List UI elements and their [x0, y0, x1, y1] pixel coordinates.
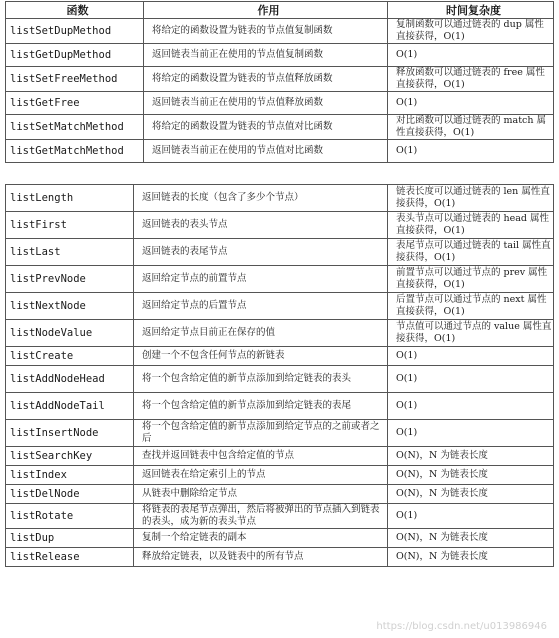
watermark: https://blog.csdn.net/u013986946: [376, 621, 547, 632]
function-cell: listIndex: [6, 466, 134, 485]
header-row: [6, 2, 554, 19]
complexity-cell: O(N)，N 为链表长度: [388, 485, 554, 504]
complexity-cell: O(1): [388, 140, 554, 163]
table-row: [6, 393, 554, 420]
purpose-cell: 返回给定节点的前置节点: [134, 266, 388, 293]
table-row: [6, 366, 554, 393]
function-cell: listGetFree: [6, 92, 144, 115]
function-cell: listNextNode: [6, 293, 134, 320]
table-row: [6, 185, 554, 212]
table-row: [6, 293, 554, 320]
purpose-cell: 查找并返回链表中包含给定值的节点: [134, 447, 388, 466]
complexity-cell: O(1): [388, 420, 554, 447]
function-cell: listRelease: [6, 548, 134, 567]
function-cell: listLast: [6, 239, 134, 266]
purpose-cell: 返回链表当前正在使用的节点值释放函数: [144, 92, 388, 115]
function-cell: listSetMatchMethod: [6, 115, 144, 140]
table-row: [6, 529, 554, 548]
table-row: [6, 466, 554, 485]
purpose-cell: 释放给定链表，以及链表中的所有节点: [134, 548, 388, 567]
purpose-cell: 返回给定节点的后置节点: [134, 293, 388, 320]
complexity-cell: O(1): [388, 366, 554, 393]
complexity-cell: 节点值可以通过节点的 value 属性直接获得，O(1): [388, 320, 554, 347]
complexity-cell: 释放函数可以通过链表的 free 属性直接获得，O(1): [388, 67, 554, 92]
table-row: [6, 504, 554, 529]
function-cell: listNodeValue: [6, 320, 134, 347]
purpose-cell: 将一个包含给定值的新节点添加到给定节点的之前或者之后: [134, 420, 388, 447]
complexity-cell: 对比函数可以通过链表的 match 属性直接获得，O(1): [388, 115, 554, 140]
complexity-cell: 复制函数可以通过链表的 dup 属性直接获得，O(1): [388, 19, 554, 44]
purpose-cell: 将给定的函数设置为链表的节点值对比函数: [144, 115, 388, 140]
table-row: [6, 140, 554, 163]
function-cell: listAddNodeTail: [6, 393, 134, 420]
purpose-cell: 返回给定节点目前正在保存的值: [134, 320, 388, 347]
purpose-cell: 返回链表的长度（包含了多少个节点）: [134, 185, 388, 212]
complexity-cell: 后置节点可以通过节点的 next 属性直接获得，O(1): [388, 293, 554, 320]
table-row: [6, 19, 554, 44]
complexity-cell: O(N)，N 为链表长度: [388, 466, 554, 485]
function-cell: listGetMatchMethod: [6, 140, 144, 163]
table-row: [6, 320, 554, 347]
complexity-cell: O(1): [388, 92, 554, 115]
function-cell: listLength: [6, 185, 134, 212]
function-cell: listDelNode: [6, 485, 134, 504]
purpose-cell: 从链表中删除给定节点: [134, 485, 388, 504]
header-complexity: 时间复杂度: [388, 2, 554, 19]
table-row: [6, 485, 554, 504]
table-row: [6, 239, 554, 266]
complexity-cell: 表尾节点可以通过链表的 tail 属性直接获得，O(1): [388, 239, 554, 266]
purpose-cell: 返回链表的表头节点: [134, 212, 388, 239]
complexity-cell: 前置节点可以通过节点的 prev 属性直接获得，O(1): [388, 266, 554, 293]
purpose-cell: 创建一个不包含任何节点的新链表: [134, 347, 388, 366]
complexity-cell: O(1): [388, 504, 554, 529]
table-row: [6, 347, 554, 366]
purpose-cell: 返回链表当前正在使用的节点值复制函数: [144, 44, 388, 67]
header-purpose: 作用: [144, 2, 388, 19]
purpose-cell: 返回链表的表尾节点: [134, 239, 388, 266]
purpose-cell: 返回链表当前正在使用的节点值对比函数: [144, 140, 388, 163]
function-cell: listFirst: [6, 212, 134, 239]
table-row: [6, 92, 554, 115]
function-cell: listRotate: [6, 504, 134, 529]
complexity-cell: O(N)，N 为链表长度: [388, 548, 554, 567]
purpose-cell: 复制一个给定链表的副本: [134, 529, 388, 548]
function-cell: listSearchKey: [6, 447, 134, 466]
function-cell: listGetDupMethod: [6, 44, 144, 67]
function-cell: listSetFreeMethod: [6, 67, 144, 92]
purpose-cell: 将一个包含给定值的新节点添加到给定链表的表头: [134, 366, 388, 393]
complexity-cell: 链表长度可以通过链表的 len 属性直接获得，O(1): [388, 185, 554, 212]
function-cell: listInsertNode: [6, 420, 134, 447]
function-cell: listDup: [6, 529, 134, 548]
complexity-cell: O(1): [388, 347, 554, 366]
complexity-cell: O(N)，N 为链表长度: [388, 529, 554, 548]
table-row: [6, 548, 554, 567]
function-cell: listAddNodeHead: [6, 366, 134, 393]
table-row: [6, 420, 554, 447]
table-row: [6, 447, 554, 466]
function-cell: listCreate: [6, 347, 134, 366]
purpose-cell: 将给定的函数设置为链表的节点值复制函数: [144, 19, 388, 44]
complexity-cell: O(1): [388, 393, 554, 420]
purpose-cell: 将链表的表尾节点弹出，然后将被弹出的节点插入到链表的表头，成为新的表头节点: [134, 504, 388, 529]
function-cell: listPrevNode: [6, 266, 134, 293]
table-row: [6, 115, 554, 140]
purpose-cell: 将给定的函数设置为链表的节点值释放函数: [144, 67, 388, 92]
purpose-cell: 将一个包含给定值的新节点添加到给定链表的表尾: [134, 393, 388, 420]
table-row: [6, 44, 554, 67]
function-table-bottom: [5, 184, 554, 567]
complexity-cell: O(1): [388, 44, 554, 67]
function-cell: listSetDupMethod: [6, 19, 144, 44]
table-row: [6, 67, 554, 92]
table-row: [6, 266, 554, 293]
complexity-cell: 表头节点可以通过链表的 head 属性直接获得，O(1): [388, 212, 554, 239]
purpose-cell: 返回链表在给定索引上的节点: [134, 466, 388, 485]
complexity-cell: O(N)，N 为链表长度: [388, 447, 554, 466]
header-function: 函数: [6, 2, 144, 19]
function-table-top: [5, 1, 554, 163]
table-row: [6, 212, 554, 239]
